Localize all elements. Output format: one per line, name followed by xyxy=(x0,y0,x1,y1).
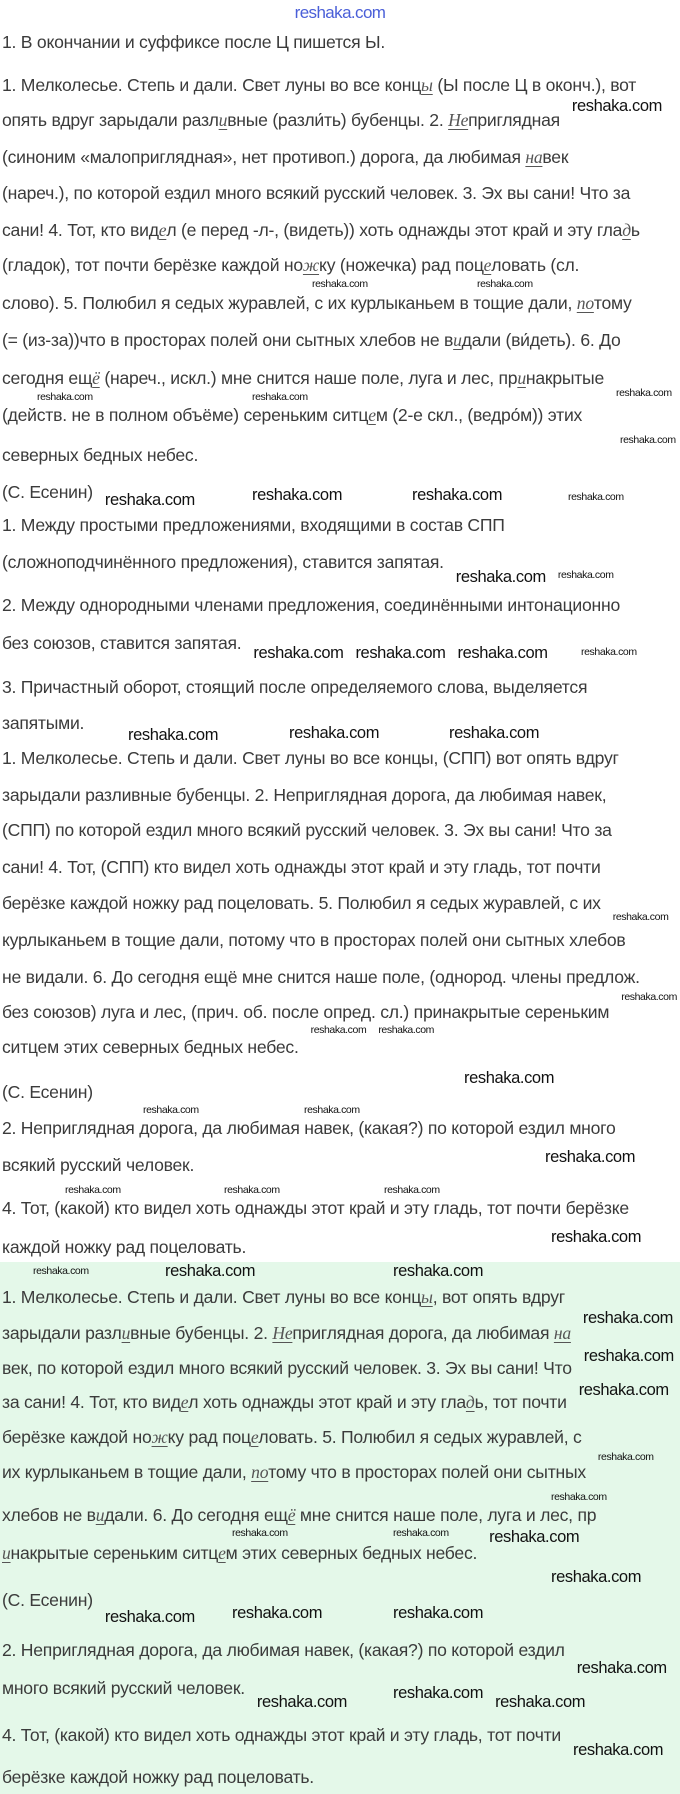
watermark: reshaka.com xyxy=(253,644,344,662)
text-segment: приглядная xyxy=(468,110,560,130)
annotated-text-line xyxy=(2,329,621,351)
punctuated-text-line xyxy=(2,1001,609,1023)
answer-green-line xyxy=(2,1677,245,1699)
watermark: reshaka.com xyxy=(612,911,669,923)
watermark: reshaka.com xyxy=(464,1069,555,1087)
text-segment: 2. Неприглядная дорога, да любимая навек, (какая?) по которой ездил xyxy=(2,1640,565,1660)
text-segment: сани! 4. Тот, (СПП) кто видел хоть однажды этот край и эту гладь, тот почти xyxy=(2,857,601,877)
text-segment: всякий русский человек. xyxy=(2,1155,195,1175)
emphasized-letter: е xyxy=(483,255,492,275)
annotated-text-line xyxy=(2,481,93,503)
text-segment: (С. Есенин) xyxy=(2,482,93,502)
annotated-text-line xyxy=(2,146,568,168)
answer-green-line xyxy=(2,1589,93,1611)
text-segment: дали. 6. До сегодня ещ xyxy=(104,1505,288,1525)
text-segment: курлыканьем в тощие дали, потому что в просторах полей они сытных хлебов xyxy=(2,930,626,950)
answer-green-line xyxy=(2,1542,477,1564)
text-segment: (действ. не в полном объёме) сереньким ситц xyxy=(2,405,369,425)
text-segment: северных бедных небес. xyxy=(2,445,199,465)
text-segment: опять вдруг зарыдали разл xyxy=(2,110,219,130)
watermark: reshaka.com xyxy=(232,1527,288,1539)
text-segment: ку рад поц xyxy=(167,1427,251,1447)
punctuated-text-line xyxy=(2,819,612,841)
watermark: reshaka.com xyxy=(65,1184,121,1196)
annotated-text-line xyxy=(2,254,579,276)
text-segment: м этих северных бедных небес. xyxy=(225,1543,478,1563)
punctuated-text-line xyxy=(2,856,601,878)
watermark: reshaka.com xyxy=(583,1347,674,1365)
rule-line xyxy=(2,31,385,53)
text-segment: ловать. 5. Полюбил я седых журавлей, с xyxy=(258,1427,582,1447)
watermark: reshaka.com xyxy=(620,434,676,446)
punctuation-rules-line xyxy=(2,712,84,734)
text-segment: 4. Тот, (какой) кто видел хоть однажды этот край и эту гладь, тот почти xyxy=(2,1725,562,1745)
watermark: reshaka.com xyxy=(616,387,672,399)
text-segment: 1. Мелколесье. Степь и дали. Свет луны во все конц xyxy=(2,1287,422,1307)
watermark: reshaka.com xyxy=(393,1527,449,1539)
answer-green-line xyxy=(2,1426,582,1448)
text-segment: (нареч.), по которой ездил много всякий русский человек. 3. Эх вы сани! Что за xyxy=(2,183,631,203)
watermark: reshaka.com xyxy=(457,644,548,662)
text-segment: (гладок), тот почти берёзке каждой но xyxy=(2,255,303,275)
watermark: reshaka.com xyxy=(393,1604,484,1622)
emphasized-letter: по xyxy=(251,1462,269,1482)
annotated-text-line xyxy=(2,404,582,426)
punctuation-rules-line xyxy=(2,632,241,654)
text-segment: век xyxy=(542,147,569,167)
watermark: reshaka.com xyxy=(582,1309,673,1327)
watermark: reshaka.com xyxy=(551,1228,642,1246)
text-segment: берёзке каждой ножку рад поцеловать. xyxy=(2,1767,314,1787)
text-segment: приглядная дорога, да любимая xyxy=(292,1323,554,1343)
text-segment: вные бубенцы. 2. xyxy=(130,1323,273,1343)
emphasized-letter: е xyxy=(250,1427,259,1447)
text-segment: тому xyxy=(593,293,632,313)
emphasized-letter: на xyxy=(525,147,543,167)
text-segment: (СПП) по которой ездил много всякий русский человек. 3. Эх вы сани! Что за xyxy=(2,820,612,840)
text-segment: 1. Мелколесье. Степь и дали. Свет луны во все концы, (СПП) вот опять вдруг xyxy=(2,748,619,768)
watermark: reshaka.com xyxy=(393,1262,484,1280)
watermark: reshaka.com xyxy=(232,1604,323,1622)
watermark: reshaka.com xyxy=(289,724,380,742)
questions-line xyxy=(2,1236,246,1258)
answer-green-line xyxy=(2,1724,561,1746)
text-segment: накрытые сереньким ситц xyxy=(10,1543,219,1563)
watermark: reshaka.com xyxy=(621,991,677,1003)
text-segment: каждой ножку рад поцеловать. xyxy=(2,1237,247,1257)
text-segment: (Ы после Ц в оконч.), вот xyxy=(432,75,637,95)
text-segment: за сани! 4. Тот, кто вид xyxy=(2,1392,181,1412)
watermark: reshaka.com xyxy=(412,486,503,504)
watermark: reshaka.com xyxy=(581,646,637,658)
text-segment: ь xyxy=(630,220,640,240)
watermark: reshaka.com xyxy=(252,486,343,504)
text-segment: без союзов, ставится запятая. xyxy=(2,633,242,653)
annotated-text-line xyxy=(2,74,636,96)
watermark: reshaka.com xyxy=(551,1491,607,1503)
text-segment: берёзке каждой ножку рад поцеловать. 5. Полюбил я седых журавлей, с их xyxy=(2,893,601,913)
answer-green-line xyxy=(2,1461,586,1483)
text-segment: дали (ви́деть). 6. До xyxy=(461,330,621,350)
watermark: reshaka.com xyxy=(495,1693,586,1711)
text-segment: без союзов) луга и лес, (прич. об. после опред. сл.) принакрытые сереньким xyxy=(2,1002,610,1022)
answer-green-line xyxy=(2,1766,314,1788)
emphasized-letter: и xyxy=(2,1543,11,1563)
emphasized-letter: ё xyxy=(92,368,100,388)
watermark: reshaka.com xyxy=(355,644,446,662)
text-segment: сани! 4. Тот, кто вид xyxy=(2,220,159,240)
emphasized-letter: д xyxy=(465,1392,475,1412)
watermark: reshaka.com xyxy=(37,391,93,403)
text-segment: 1. Мелколесье. Степь и дали. Свет луны во все конц xyxy=(2,75,422,95)
watermark: reshaka.com xyxy=(304,1104,360,1116)
emphasized-letter: е xyxy=(368,405,376,425)
watermark: reshaka.com xyxy=(310,1024,367,1036)
punctuated-text-line xyxy=(2,1081,93,1103)
text-segment: слово). 5. Полюбил я седых журавлей, с их курлыканьем в тощие дали, xyxy=(2,293,577,313)
watermark: reshaka.com xyxy=(597,1451,654,1463)
text-segment: ь, тот почти xyxy=(474,1392,567,1412)
text-segment: 1. В окончании и суффиксе после Ц пишется Ы. xyxy=(2,32,385,52)
text-segment: ловать (сл. xyxy=(491,255,580,275)
text-segment: ку (ножечка) рад поц xyxy=(319,255,484,275)
text-segment: сегодня ещ xyxy=(2,368,93,388)
punctuation-rules-line xyxy=(2,676,587,698)
emphasized-letter: и xyxy=(517,368,526,388)
emphasized-letter: Не xyxy=(272,1323,293,1343)
watermark: reshaka.com xyxy=(384,1184,440,1196)
watermark: reshaka.com xyxy=(489,1528,580,1546)
text-segment: 2. Неприглядная дорога, да любимая навек, (какая?) по которой ездил много xyxy=(2,1118,616,1138)
text-segment: хлебов не в xyxy=(2,1505,96,1525)
text-segment: 1. Между простыми предложениями, входящими в состав СПП xyxy=(2,515,505,535)
watermark: reshaka.com xyxy=(256,1693,347,1711)
text-segment: не видали. 6. До сегодня ещё мне снится наше поле, (однород. члены предлож. xyxy=(2,967,640,987)
emphasized-letter: и xyxy=(453,330,462,350)
text-segment: 3. Причастный оборот, стоящий после определяемого слова, выделяется xyxy=(2,677,588,697)
watermark: reshaka.com xyxy=(165,1262,256,1280)
watermark: reshaka.com xyxy=(143,1104,199,1116)
watermark: reshaka.com xyxy=(393,1684,484,1702)
punctuated-text-line xyxy=(2,966,640,988)
watermark: reshaka.com xyxy=(378,1024,435,1036)
text-segment: берёзке каждой но xyxy=(2,1427,152,1447)
text-segment: (= (из-за))что в просторах полей они сытных хлебов не в xyxy=(2,330,454,350)
text-segment: (С. Есенин) xyxy=(2,1590,93,1610)
text-segment: л хоть однажды этот край и эту гла xyxy=(188,1392,466,1412)
text-segment: (синоним «малоприглядная», нет противоп.) дорога, да любимая xyxy=(2,147,526,167)
watermark: reshaka.com xyxy=(551,1568,642,1586)
text-segment: век, по которой ездил много всякий русский человек. 3. Эх вы сани! Что xyxy=(2,1358,572,1378)
text-segment: вные (разли́ть) бубенцы. 2. xyxy=(227,110,449,130)
emphasized-letter: е xyxy=(180,1392,189,1412)
questions-line xyxy=(2,1197,629,1219)
emphasized-letter: ы xyxy=(421,1287,433,1307)
answer-green-line xyxy=(2,1504,596,1526)
text-segment: накрытые xyxy=(525,368,604,388)
emphasized-letter: ж xyxy=(302,255,320,275)
answer-green-line xyxy=(2,1357,572,1379)
emphasized-letter: на xyxy=(553,1323,571,1343)
punctuation-rules-line xyxy=(2,594,620,616)
questions-line xyxy=(2,1117,615,1139)
watermark: reshaka.com xyxy=(128,726,219,744)
watermark: reshaka.com xyxy=(578,1381,669,1399)
text-segment: м (2-е скл., (ведро́м)) этих xyxy=(375,405,583,425)
annotated-text-line xyxy=(2,219,640,241)
watermark: reshaka.com xyxy=(312,278,368,290)
watermark: reshaka.com xyxy=(576,1659,667,1677)
punctuated-text-line xyxy=(2,784,606,806)
punctuated-text-line xyxy=(2,892,601,914)
watermark: reshaka.com xyxy=(449,724,540,742)
watermark: reshaka.com xyxy=(568,491,624,503)
text-segment: , вот опять вдруг xyxy=(432,1287,565,1307)
punctuation-rules-line xyxy=(2,551,444,573)
questions-line xyxy=(2,1154,194,1176)
emphasized-letter: и xyxy=(95,1505,105,1525)
emphasized-letter: ж xyxy=(151,1427,168,1447)
text-segment: зарыдали разл xyxy=(2,1323,122,1343)
text-segment: запятыми. xyxy=(2,713,85,733)
text-segment: 4. Тот, (какой) кто видел хоть однажды этот край и эту гладь, тот почти берёзке xyxy=(2,1198,629,1218)
emphasized-letter: ё xyxy=(287,1505,296,1525)
text-segment: мне снится наше поле, луга и лес, пр xyxy=(295,1505,597,1525)
text-segment: (сложноподчинённого предложения), ставится запятая. xyxy=(2,552,444,572)
text-segment: много всякий русский человек. xyxy=(2,1678,245,1698)
text-segment: (нареч., искл.) мне снится наше поле, луга и лес, пр xyxy=(99,368,518,388)
answer-green-line xyxy=(2,1322,571,1344)
watermark: reshaka.com xyxy=(455,568,546,586)
answer-green-line xyxy=(2,1639,565,1661)
punctuated-text-line xyxy=(2,929,625,951)
annotated-text-line xyxy=(2,292,632,314)
text-segment: л (е перед -л-, (видеть)) хоть однажды этот край и эту гла xyxy=(166,220,623,240)
annotated-text-line xyxy=(2,444,198,466)
watermark: reshaka.com xyxy=(545,1148,636,1166)
emphasized-letter: по xyxy=(576,293,594,313)
watermark: reshaka.com xyxy=(33,1265,89,1277)
emphasized-letter: ы xyxy=(421,75,433,95)
annotated-text-line xyxy=(2,182,630,204)
watermark: reshaka.com xyxy=(477,278,533,290)
emphasized-letter: и xyxy=(121,1323,131,1343)
punctuation-rules-line xyxy=(2,514,505,536)
punctuated-text-line xyxy=(2,747,619,769)
watermark: reshaka.com xyxy=(252,391,308,403)
watermark: reshaka.com xyxy=(573,1741,664,1759)
emphasized-letter: е xyxy=(218,1543,226,1563)
answer-green-line xyxy=(2,1286,565,1308)
text-segment: 2. Между однородными членами предложения, соединёнными интонационно xyxy=(2,595,620,615)
text-segment: зарыдали разливные бубенцы. 2. Неприглядная дорога, да любимая навек, xyxy=(2,785,607,805)
text-segment: тому что в просторах полей они сытных xyxy=(268,1462,586,1482)
annotated-text-line xyxy=(2,109,560,131)
watermark: reshaka.com xyxy=(571,97,662,115)
emphasized-letter: Не xyxy=(448,110,469,130)
watermark: reshaka.com xyxy=(104,491,195,509)
emphasized-letter: и xyxy=(218,110,228,130)
text-segment: (С. Есенин) xyxy=(2,1082,93,1102)
emphasized-letter: д xyxy=(622,220,631,240)
emphasized-letter: е xyxy=(158,220,167,240)
text-segment: их курлыканьем в тощие дали, xyxy=(2,1462,252,1482)
text-segment: ситцем этих северных бедных небес. xyxy=(2,1037,299,1057)
watermark-logo: reshaka.com xyxy=(294,3,386,22)
watermark: reshaka.com xyxy=(557,569,614,581)
punctuated-text-line xyxy=(2,1036,299,1058)
answer-green-line xyxy=(2,1391,567,1413)
watermark: reshaka.com xyxy=(224,1184,280,1196)
annotated-text-line xyxy=(2,367,604,389)
watermark: reshaka.com xyxy=(104,1608,195,1626)
